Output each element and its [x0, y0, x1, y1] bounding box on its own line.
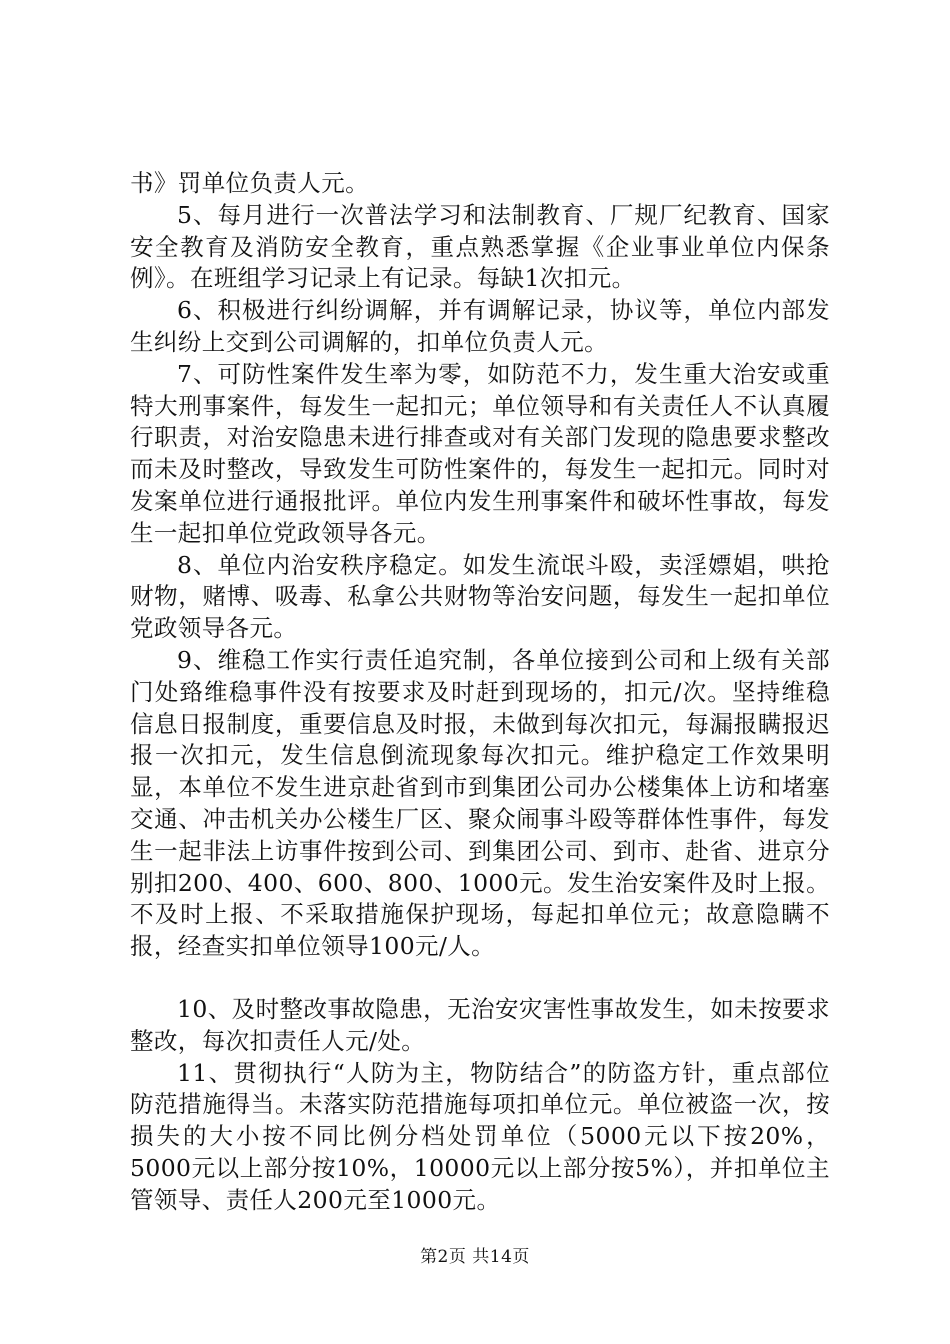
paragraph-item-11: 11、贯彻执行“人防为主，物防结合”的防盗方针，重点部位防范措施得当。未落实防范措施每项扣单位元。单位被盗一次，按损失的大小按不同比例分档处罚单位（5000元以下按20%，5000元以上部分按10%，10000元以上部分按5%），并扣单位主管领导、责任人200元至1000元。	[130, 1058, 830, 1214]
paragraph-item-5: 5、每月进行一次普法学习和法制教育、厂规厂纪教育、国家安全教育及消防安全教育，重点熟悉掌握《企业事业单位内保条例》。在班组学习记录上有记录。每缺1次扣元。	[130, 200, 830, 293]
paragraph-item-7: 7、可防性案件发生率为零，如防范不力，发生重大治安或重特大刑事案件，每发生一起扣元；单位领导和有关责任人不认真履行职责，对治安隐患未进行排查或对有关部门发现的隐患要求整改而未及时整改，导致发生可防性案件的，每发生一起扣元。同时对发案单位进行通报批评。单位内发生刑事案件和破坏性事故，每发生一起扣单位党政领导各元。	[130, 359, 830, 547]
page-number-footer: 第2页 共14页	[420, 1247, 530, 1267]
paragraph-item-10: 10、及时整改事故隐患，无治安灾害性事故发生，如未按要求整改，每次扣责任人元/处。	[130, 994, 830, 1055]
paragraph-item-9: 9、维稳工作实行责任追究制，各单位接到公司和上级有关部门处臵维稳事件没有按要求及时赶到现场的，扣元/次。坚持维稳信息日报制度，重要信息及时报，未做到每次扣元，每漏报瞒报迟报一次扣元，发生信息倒流现象每次扣元。维护稳定工作效果明显，本单位不发生进京赴省到市到集团公司办公楼集体上访和堵塞交通、冲击机关办公楼生厂区、聚众闹事斗殴等群体性事件，每发生一起非法上访事件按到公司、到集团公司、到市、赴省、进京分别扣200、400、600、800、1000元。发生治安案件及时上报。不及时上报、不采取措施保护现场，每起扣单位元；故意隐瞒不报，经查实扣单位领导100元/人。	[130, 645, 830, 961]
paragraph-item-8: 8、单位内治安秩序稳定。如发生流氓斗殴，卖淫嫖娼，哄抢财物，赌博、吸毒、私拿公共财物等治安问题，每发生一起扣单位党政领导各元。	[130, 550, 830, 643]
paragraph-item-6: 6、积极进行纠纷调解，并有调解记录，协议等，单位内部发生纠纷上交到公司调解的，扣单位负责人元。	[130, 296, 830, 356]
document-body	[130, 168, 830, 1217]
paragraph-continuation: 书》罚单位负责人元。	[130, 169, 369, 197]
